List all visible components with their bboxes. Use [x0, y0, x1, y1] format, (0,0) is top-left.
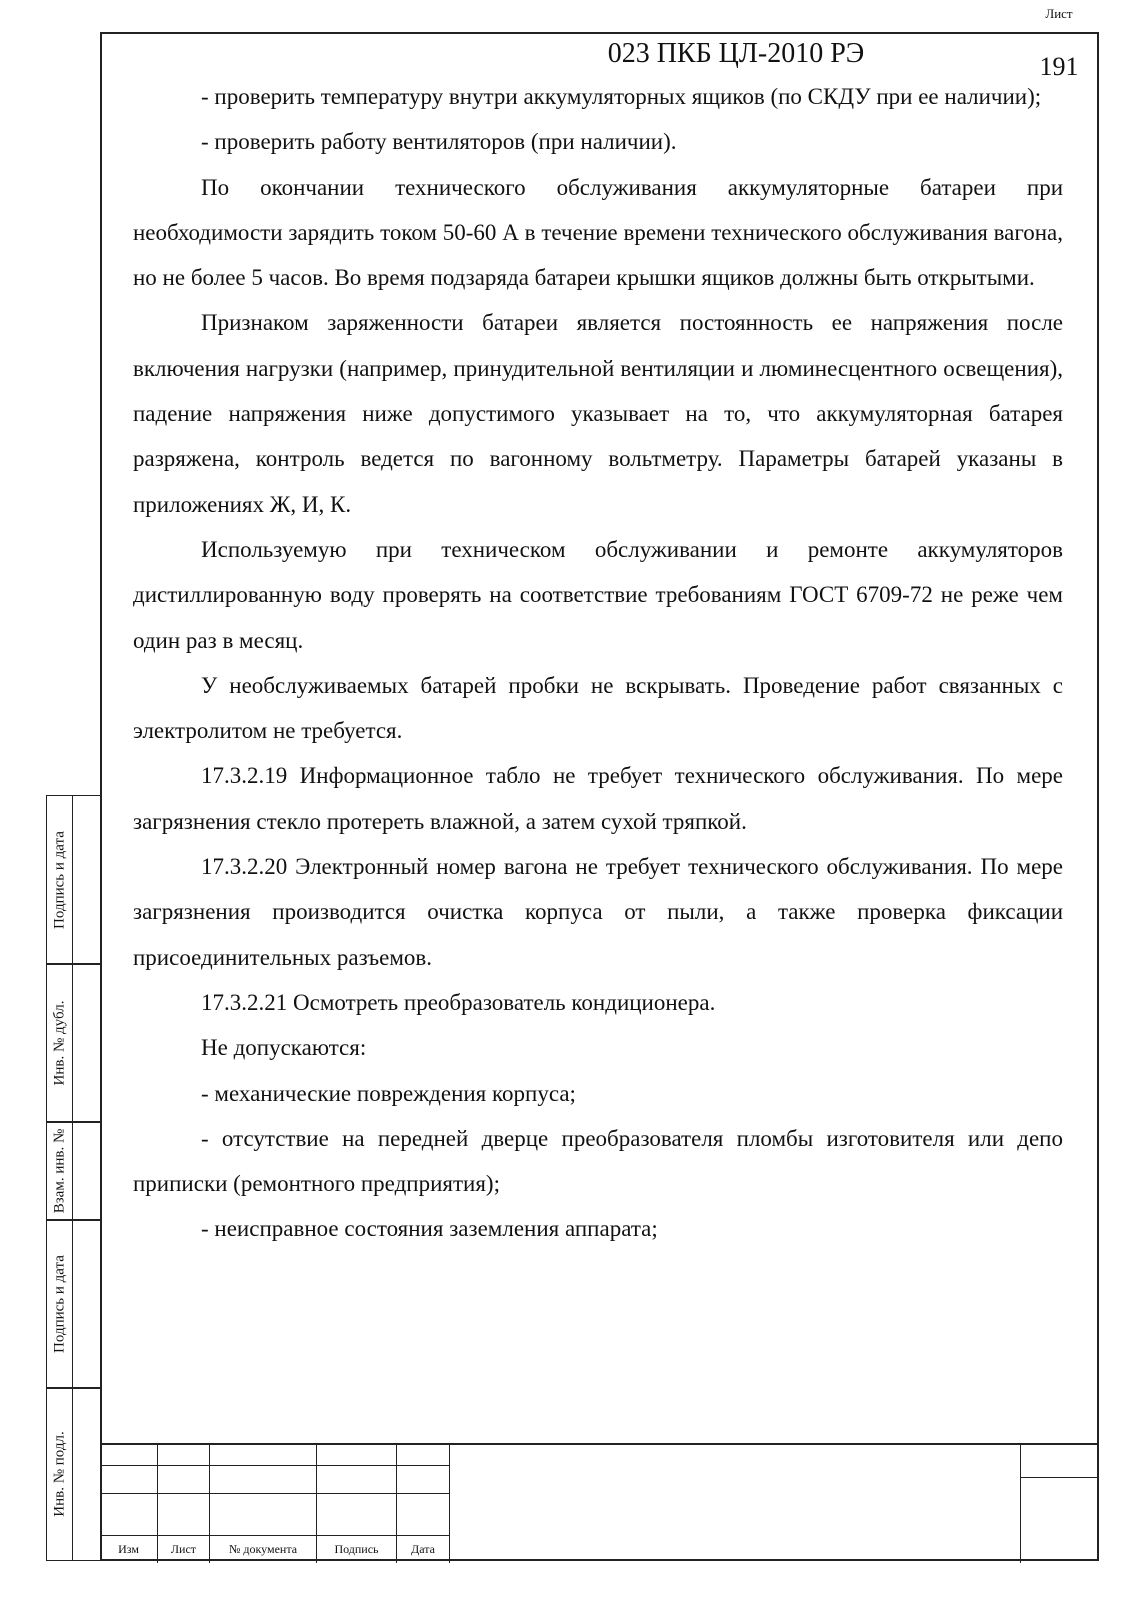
col-header: Подпись — [334, 1542, 379, 1556]
paragraph: - проверить температуру внутри аккумуляторных ящиков (по СКДУ при ее наличии); — [201, 84, 1042, 109]
body-text — [133, 74, 1063, 1252]
row-line — [100, 1493, 450, 1494]
title-block-col-izm — [100, 1445, 158, 1563]
sheet-number: 191 — [1039, 52, 1079, 81]
paragraph: - неисправное состояния заземления аппарата; — [201, 1216, 658, 1242]
paragraph: - отсутствие на передней дверце преобразователя пломбы изготовителя или депо приписки (ремонтного предприятия); — [133, 1125, 1063, 1197]
row-line — [100, 1535, 450, 1536]
side-stamp-vzam-inv — [46, 1121, 102, 1221]
paragraph: По окончании технического обслуживания аккумуляторные батареи при необходимости зарядить током 50-60 А в течение времени технического обслуживания вагона, но не более 5 часов. Во время подзаряда батареи крышки ящиков должны быть открытыми. — [133, 174, 1063, 291]
title-block-sheet-divider — [1020, 1445, 1021, 1563]
side-stamp-inv-dubl — [46, 963, 102, 1123]
paragraph: 17.3.2.19 Информационное табло не требует технического обслуживания. По мере загрязнения стекло протереть влажной, а затем сухой тряпкой. — [133, 763, 1063, 834]
paragraph: 17.3.2.21 Осмотреть преобразователь кондиционера. — [201, 989, 716, 1015]
title-block-col-doc — [210, 1445, 317, 1563]
title-block — [100, 1443, 1099, 1561]
col-header: Лист — [170, 1542, 197, 1556]
side-stamp-label: Инв. № подл. — [51, 1431, 67, 1517]
col-header: Изм — [118, 1542, 139, 1556]
side-stamp-label: Подпись и дата — [51, 831, 67, 929]
side-stamp-label: Взам. инв. № — [51, 1128, 67, 1214]
document-number: 023 ПКБ ЦЛ-2010 РЭ — [607, 38, 865, 69]
title-block-col-list — [158, 1445, 210, 1563]
side-stamp-label: Инв. № дубл. — [51, 1000, 67, 1086]
col-header: Дата — [411, 1542, 435, 1556]
row-line — [1020, 1477, 1099, 1478]
paragraph: - механические повреждения корпуса; — [201, 1080, 576, 1106]
col-header: № документа — [228, 1542, 298, 1556]
sheet-label: Лист — [1045, 6, 1073, 21]
paragraph: 17.3.2.20 Электронный номер вагона не требует технического обслуживания. По мере загрязнения производится очистка корпуса от пыли, а также проверка фиксации присоединительных разъемов. — [133, 854, 1063, 970]
side-stamp-inv-podl — [46, 1387, 102, 1561]
side-stamp-podpis-data-2 — [46, 1219, 102, 1389]
paragraph: - проверить работу вентиляторов (при наличии). — [201, 129, 677, 155]
paragraph: У необслуживаемых батарей пробки не вскрывать. Проведение работ связанных с электролитом не требуется. — [133, 672, 1063, 744]
paragraph: Не допускаются: — [201, 1035, 367, 1061]
paragraph: Используемую при техническом обслуживании и ремонте аккумуляторов дистиллированную воду проверять на соответствие требованиям ГОСТ 6709-72 не реже чем один раз в месяц. — [133, 536, 1063, 653]
paragraph: Признаком заряженности батареи является постоянность ее напряжения после включения нагрузки (например, принудительной вентиляции и люминесцентного освещения), падение напряжения ниже допустимого указывает на то, что аккумуляторная батарея разряжена, контроль ведется по вагонному вольтметру. Параметры батарей указаны в приложениях Ж, И, К. — [133, 310, 1063, 517]
title-block-col-data — [397, 1445, 450, 1563]
row-line — [100, 1465, 450, 1466]
title-block-col-podpis — [317, 1445, 397, 1563]
side-stamp-label: Подпись и дата — [51, 1255, 67, 1353]
side-stamp-podpis-data-1 — [46, 795, 102, 965]
